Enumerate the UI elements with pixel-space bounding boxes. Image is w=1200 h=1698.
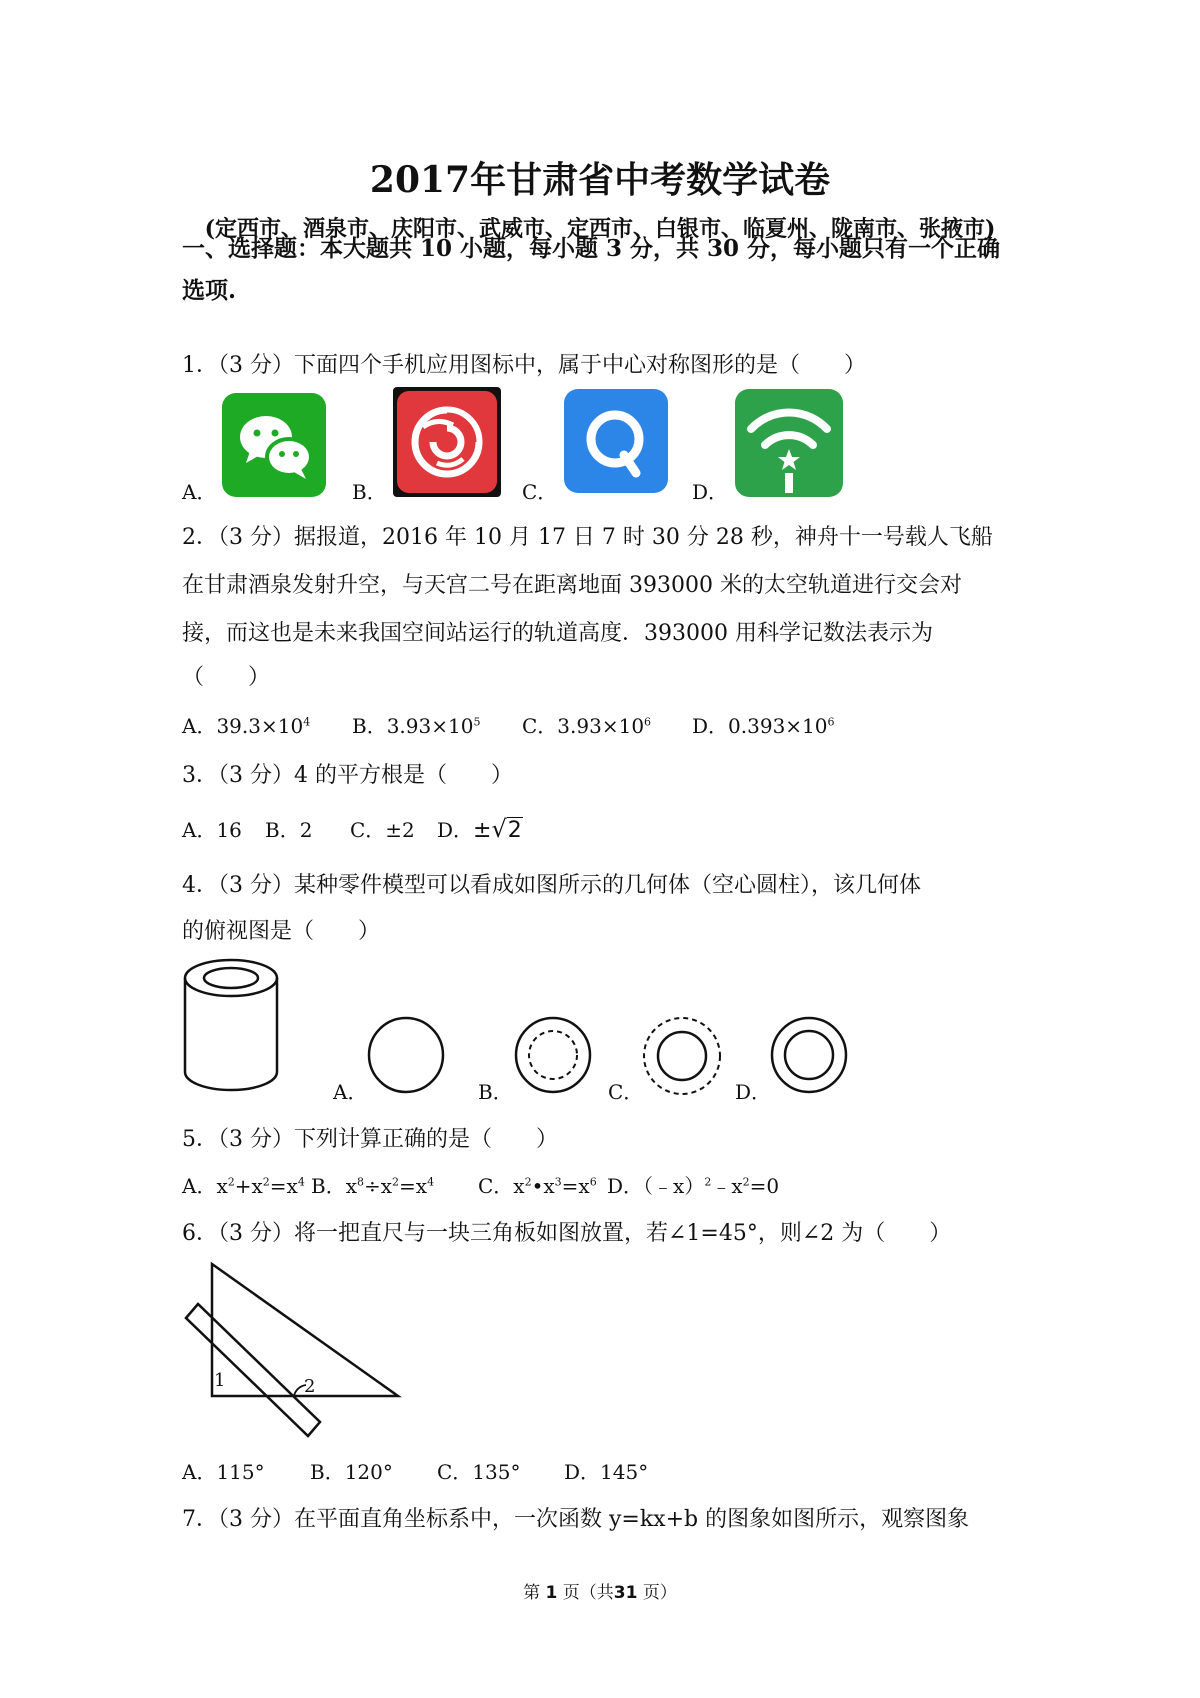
q4-option-d-figure — [768, 1014, 850, 1096]
q2-option-a: A．$39.3\times 10^4$ — [182, 714, 311, 738]
q4-label-c: C． — [608, 1080, 644, 1104]
q6-option-c: C．135° — [437, 1460, 521, 1484]
q2-option-d: D．$0.393\times 10^6$ — [692, 714, 835, 738]
section-heading-line1: 一、选择题：本大题共 10 小题，每小题 3 分，共 30 分，每小题只有一个正确 — [182, 235, 1001, 262]
angle-2-label: 2 — [304, 1376, 316, 1397]
q4-option-c-figure — [640, 1014, 724, 1098]
angle-1-label: 1 — [214, 1370, 226, 1391]
wifi-star-icon — [735, 389, 843, 497]
q6-option-d: D．145° — [564, 1460, 649, 1484]
q2-line3: 接，而这也是未来我国空间站运行的轨道高度．393000 用科学记数法表示为 — [182, 621, 933, 646]
q1-label-a: A． — [182, 480, 217, 504]
q7-stem: 7．（3 分）在平面直角坐标系中，一次函数 y=kx+b 的图象如图所示，观察图象 — [182, 1507, 970, 1532]
q4-label-d: D． — [735, 1080, 772, 1104]
q1-label-c: C． — [522, 480, 558, 504]
q6-stem: 6．（3 分）将一把直尺与一块三角板如图放置，若∠1=45°，则∠2 为（ ） — [182, 1221, 952, 1246]
q3-stem: 3．（3 分）4 的平方根是（ ） — [182, 763, 513, 788]
q2-line2: 在甘肃酒泉发射升空，与天宫二号在距离地面 393000 米的太空轨道进行交会对 — [182, 573, 962, 598]
page-subtitle: (定西市、酒泉市、庆阳市、武威市、定西市、白银市、临夏州、陇南市、张掖市) — [204, 216, 996, 242]
q4-label-a: A． — [333, 1080, 368, 1104]
q2-option-c: C．$3.93\times 10^6$ — [522, 714, 652, 738]
q5-option-b: B．$x^8\div x^2=x^4$ — [311, 1174, 435, 1198]
search-q-icon — [564, 389, 668, 493]
q6-option-a: A．115° — [182, 1460, 265, 1484]
q5-option-a: A．$x^2+x^2=x^4$ — [182, 1174, 305, 1198]
q4-option-a-figure — [365, 1014, 447, 1096]
q1-stem: 1．（3 分）下面四个手机应用图标中，属于中心对称图形的是（ ） — [182, 353, 866, 378]
q3-option-a: A．16 — [182, 818, 242, 842]
q2-option-b: B．$3.93\times 10^5$ — [352, 714, 481, 738]
q5-stem: 5．（3 分）下列计算正确的是（ ） — [182, 1127, 558, 1152]
page-footer: 第 1 页（共31 页） — [523, 1583, 677, 1603]
wechat-icon — [222, 393, 326, 497]
page-title: 2017年甘肃省中考数学试卷 — [369, 159, 831, 201]
q3-option-c: C．±2 — [350, 818, 415, 842]
q5-option-c: C．$x^2•x^3=x^6$ — [478, 1174, 597, 1198]
q4-line2: 的俯视图是（ ） — [182, 919, 381, 944]
section-heading-line2: 选项. — [182, 277, 237, 304]
q6-option-b: B．120° — [310, 1460, 393, 1484]
hollow-cylinder-figure — [178, 956, 288, 1092]
q5-option-d: D．$(﹣x)^2﹣x^2=0$ — [607, 1174, 780, 1198]
q4-option-b-figure — [512, 1014, 594, 1096]
q4-label-b: B． — [478, 1080, 513, 1104]
q2-line4: （ ） — [182, 665, 271, 690]
q4-line1: 4．（3 分）某种零件模型可以看成如图所示的几何体（空心圆柱），该几何体 — [182, 873, 921, 898]
q1-label-b: B． — [352, 480, 387, 504]
q3-option-b: B．2 — [265, 818, 313, 842]
q2-line1: 2．（3 分）据报道，2016 年 10 月 17 日 7 时 30 分 28 秒，神舟十一号载人飞船 — [182, 525, 993, 550]
q3-option-d: D．±√2 — [437, 815, 522, 843]
q1-label-d: D． — [692, 480, 729, 504]
phoenix-icon — [393, 387, 501, 497]
ruler-triangle-figure — [176, 1260, 408, 1438]
